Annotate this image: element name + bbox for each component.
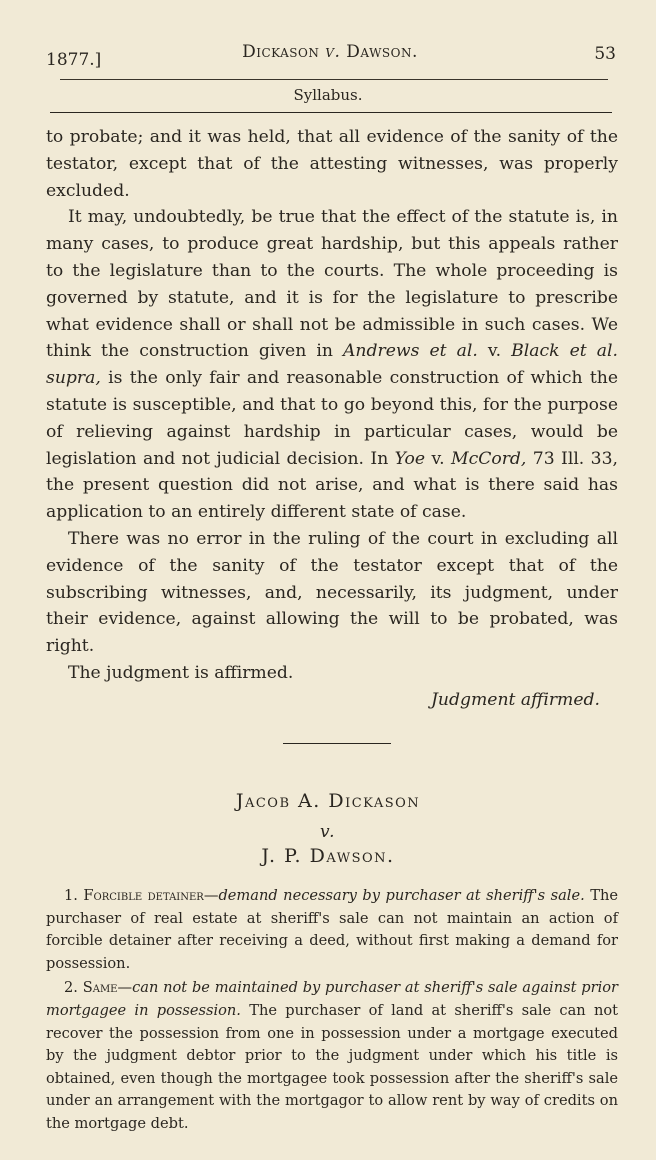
headnote-1-topic: demand necessary by purchaser at sheriff's sale.	[218, 887, 585, 904]
p2-text-c: 73 Ill. 33, the present question did not arise, and what is there said has application to an entirely different state of case.	[46, 448, 618, 523]
case-versus: v.	[320, 822, 336, 842]
case-defendant: J. P. Dawson.	[261, 845, 395, 867]
headnotes	[46, 885, 618, 1138]
p2-text-b: is the only fair and reasonable construction of which the statute is susceptible, and that to go beyond this, for the purpose of relieving against hardship in particular cases, would be legislation and not judicial decision. In	[46, 368, 618, 469]
case-citation-black: Black et al. supra,	[46, 341, 618, 389]
headnote-1-text: The purchaser of real estate at sheriff's sale can not maintain an action of forcible detainer after receiving a deed, without first making a demand for possession.	[46, 887, 618, 972]
paragraph-2	[46, 204, 618, 526]
headnote-2-title: Same	[82, 979, 118, 997]
header-rule	[60, 79, 608, 80]
header-title-left: Dickason	[242, 42, 320, 62]
p2-versus-1: v.	[477, 341, 512, 362]
paragraph-3: There was no error in the ruling of the court in excluding all evidence of the sanity of the testator except that of the subscribing witnesses, and, necessarily, its judgment, under their evidence, against allowing the will to be probated, was right.	[46, 528, 618, 657]
headnote-1-title: Forcible detainer	[83, 887, 204, 904]
paragraph-4: The judgment is affirmed.	[68, 662, 294, 683]
section-label: Syllabus.	[293, 86, 363, 104]
running-header	[44, 40, 616, 70]
case-separator-rule	[283, 743, 391, 744]
case-plaintiff: Jacob A. Dickason	[235, 790, 421, 812]
headnote-1-number: 1.	[64, 887, 78, 904]
p2-text-a: It may, undoubtedly, be true that the effect of the statute is, in many cases, to produce great hardship, but this appeals rather to the legislature than to the courts. The whole proceeding is governed by statute, and it is for the legislature to prescribe what evidence shall or shall not be admissible in such cases. We think the construction given in	[46, 207, 618, 362]
verdict: Judgment affirmed.	[431, 689, 600, 710]
header-title-versus: v.	[325, 42, 341, 62]
headnote-2-number: 2.	[64, 979, 78, 997]
header-title	[44, 42, 616, 62]
headnote-2-topic: can not be maintained by purchaser at sheriff's sale against prior mortgagee in possession.	[46, 979, 618, 1019]
case-citation-mccord: McCord,	[450, 448, 527, 469]
paragraph-1: to probate; and it was held, that all evidence of the sanity of the testator, except that of the attesting witnesses, was properly excluded.	[46, 127, 618, 201]
header-year: 1877.]	[46, 50, 102, 70]
header-title-right: Dawson.	[346, 42, 418, 62]
case-citation-andrews: Andrews et al.	[343, 341, 478, 362]
headnote-1: 1. Forcible detainer—demand necessary by purchaser at sheriff's sale. The purchaser of real estate at sheriff's sale can not maintain an action of forcible detainer after receiving a deed, without first making a demand for possession.	[46, 887, 618, 972]
section-rule	[50, 112, 612, 113]
headnote-2-text: The purchaser of land at sheriff's sale can not recover the possession from one in possession under a mortgage executed by the judgment debtor prior to the judgment under which his title is obtained, even though the mortgagee took possession after the sheriff's sale under an arrangement with the mortgagor to allow rent by way of credits on the mortgage debt.	[46, 1001, 618, 1132]
p2-versus-2: v.	[425, 448, 451, 469]
headnote-2: 2. Same—can not be maintained by purchaser at sheriff's sale against prior mortgagee in possession. The purchaser of land at sheriff's sale can not recover the possession from one in possession under a mortgage executed by the judgment debtor prior to the judgment under which his title is obtained, even though the mortgagee took possession after the sheriff's sale under an arrangement with the mortgagor to allow rent by way of credits on the mortgage debt.	[46, 979, 618, 1132]
case-citation-yoe: Yoe	[394, 448, 426, 469]
opinion-text	[46, 124, 618, 714]
page-number: 53	[594, 44, 616, 64]
